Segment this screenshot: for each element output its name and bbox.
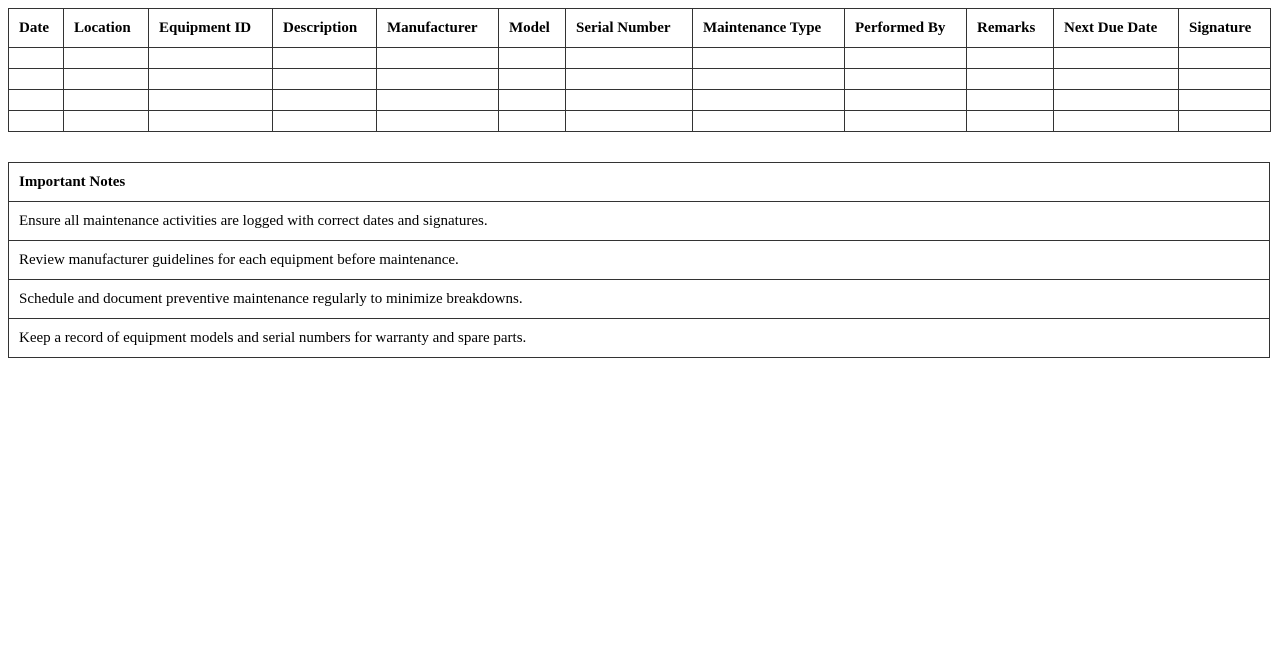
table-cell[interactable]: [9, 111, 64, 132]
table-cell[interactable]: [1179, 69, 1271, 90]
table-cell[interactable]: [149, 111, 273, 132]
important-notes-table: [8, 162, 1270, 358]
table-cell[interactable]: [1179, 48, 1271, 69]
table-row: [9, 90, 1271, 111]
table-cell[interactable]: [64, 90, 149, 111]
table-cell[interactable]: [845, 90, 967, 111]
table-cell[interactable]: [693, 90, 845, 111]
notes-row: [9, 280, 1270, 319]
table-body: [9, 48, 1271, 132]
table-cell[interactable]: [9, 90, 64, 111]
table-cell[interactable]: [64, 111, 149, 132]
notes-title: Important Notes: [9, 163, 1270, 202]
table-cell[interactable]: [64, 69, 149, 90]
table-row: [9, 111, 1271, 132]
table-cell[interactable]: [273, 69, 377, 90]
column-header-description: Description: [273, 9, 377, 48]
table-cell[interactable]: [377, 69, 499, 90]
table-row: [9, 69, 1271, 90]
table-cell[interactable]: [149, 90, 273, 111]
maintenance-log-table: [8, 8, 1271, 132]
table-cell[interactable]: [845, 111, 967, 132]
table-cell[interactable]: [273, 111, 377, 132]
note-item: Ensure all maintenance activities are logged with correct dates and signatures.: [9, 202, 1270, 241]
column-header-date: Date: [9, 9, 64, 48]
column-header-model: Model: [499, 9, 566, 48]
table-cell[interactable]: [1179, 111, 1271, 132]
table-cell[interactable]: [693, 111, 845, 132]
table-cell[interactable]: [566, 111, 693, 132]
notes-row: [9, 319, 1270, 358]
table-cell[interactable]: [566, 69, 693, 90]
column-header-equipment-id: Equipment ID: [149, 9, 273, 48]
table-cell[interactable]: [9, 69, 64, 90]
notes-row: [9, 241, 1270, 280]
table-cell[interactable]: [273, 48, 377, 69]
table-cell[interactable]: [499, 111, 566, 132]
table-cell[interactable]: [967, 48, 1054, 69]
table-cell[interactable]: [1054, 69, 1179, 90]
column-header-next-due-date: Next Due Date: [1054, 9, 1179, 48]
column-header-signature: Signature: [1179, 9, 1271, 48]
column-header-serial-number: Serial Number: [566, 9, 693, 48]
table-cell[interactable]: [967, 69, 1054, 90]
table-header-row: [9, 9, 1271, 48]
table-cell[interactable]: [499, 48, 566, 69]
table-cell[interactable]: [1054, 111, 1179, 132]
table-cell[interactable]: [1054, 48, 1179, 69]
column-header-performed-by: Performed By: [845, 9, 967, 48]
table-cell[interactable]: [377, 111, 499, 132]
column-header-maintenance-type: Maintenance Type: [693, 9, 845, 48]
notes-row: [9, 202, 1270, 241]
table-cell[interactable]: [273, 90, 377, 111]
table-cell[interactable]: [967, 111, 1054, 132]
table-cell[interactable]: [9, 48, 64, 69]
table-cell[interactable]: [693, 48, 845, 69]
table-cell[interactable]: [1054, 90, 1179, 111]
column-header-manufacturer: Manufacturer: [377, 9, 499, 48]
table-cell[interactable]: [499, 69, 566, 90]
table-cell[interactable]: [377, 48, 499, 69]
table-cell[interactable]: [64, 48, 149, 69]
note-item: Schedule and document preventive maintenance regularly to minimize breakdowns.: [9, 280, 1270, 319]
note-item: Keep a record of equipment models and serial numbers for warranty and spare parts.: [9, 319, 1270, 358]
table-cell[interactable]: [149, 69, 273, 90]
column-header-remarks: Remarks: [967, 9, 1054, 48]
table-cell[interactable]: [566, 90, 693, 111]
table-cell[interactable]: [967, 90, 1054, 111]
table-cell[interactable]: [1179, 90, 1271, 111]
column-header-location: Location: [64, 9, 149, 48]
note-item: Review manufacturer guidelines for each equipment before maintenance.: [9, 241, 1270, 280]
table-cell[interactable]: [566, 48, 693, 69]
table-cell[interactable]: [377, 90, 499, 111]
table-row: [9, 48, 1271, 69]
table-cell[interactable]: [845, 69, 967, 90]
table-cell[interactable]: [845, 48, 967, 69]
notes-header-row: [9, 163, 1270, 202]
table-cell[interactable]: [149, 48, 273, 69]
table-cell[interactable]: [693, 69, 845, 90]
table-cell[interactable]: [499, 90, 566, 111]
